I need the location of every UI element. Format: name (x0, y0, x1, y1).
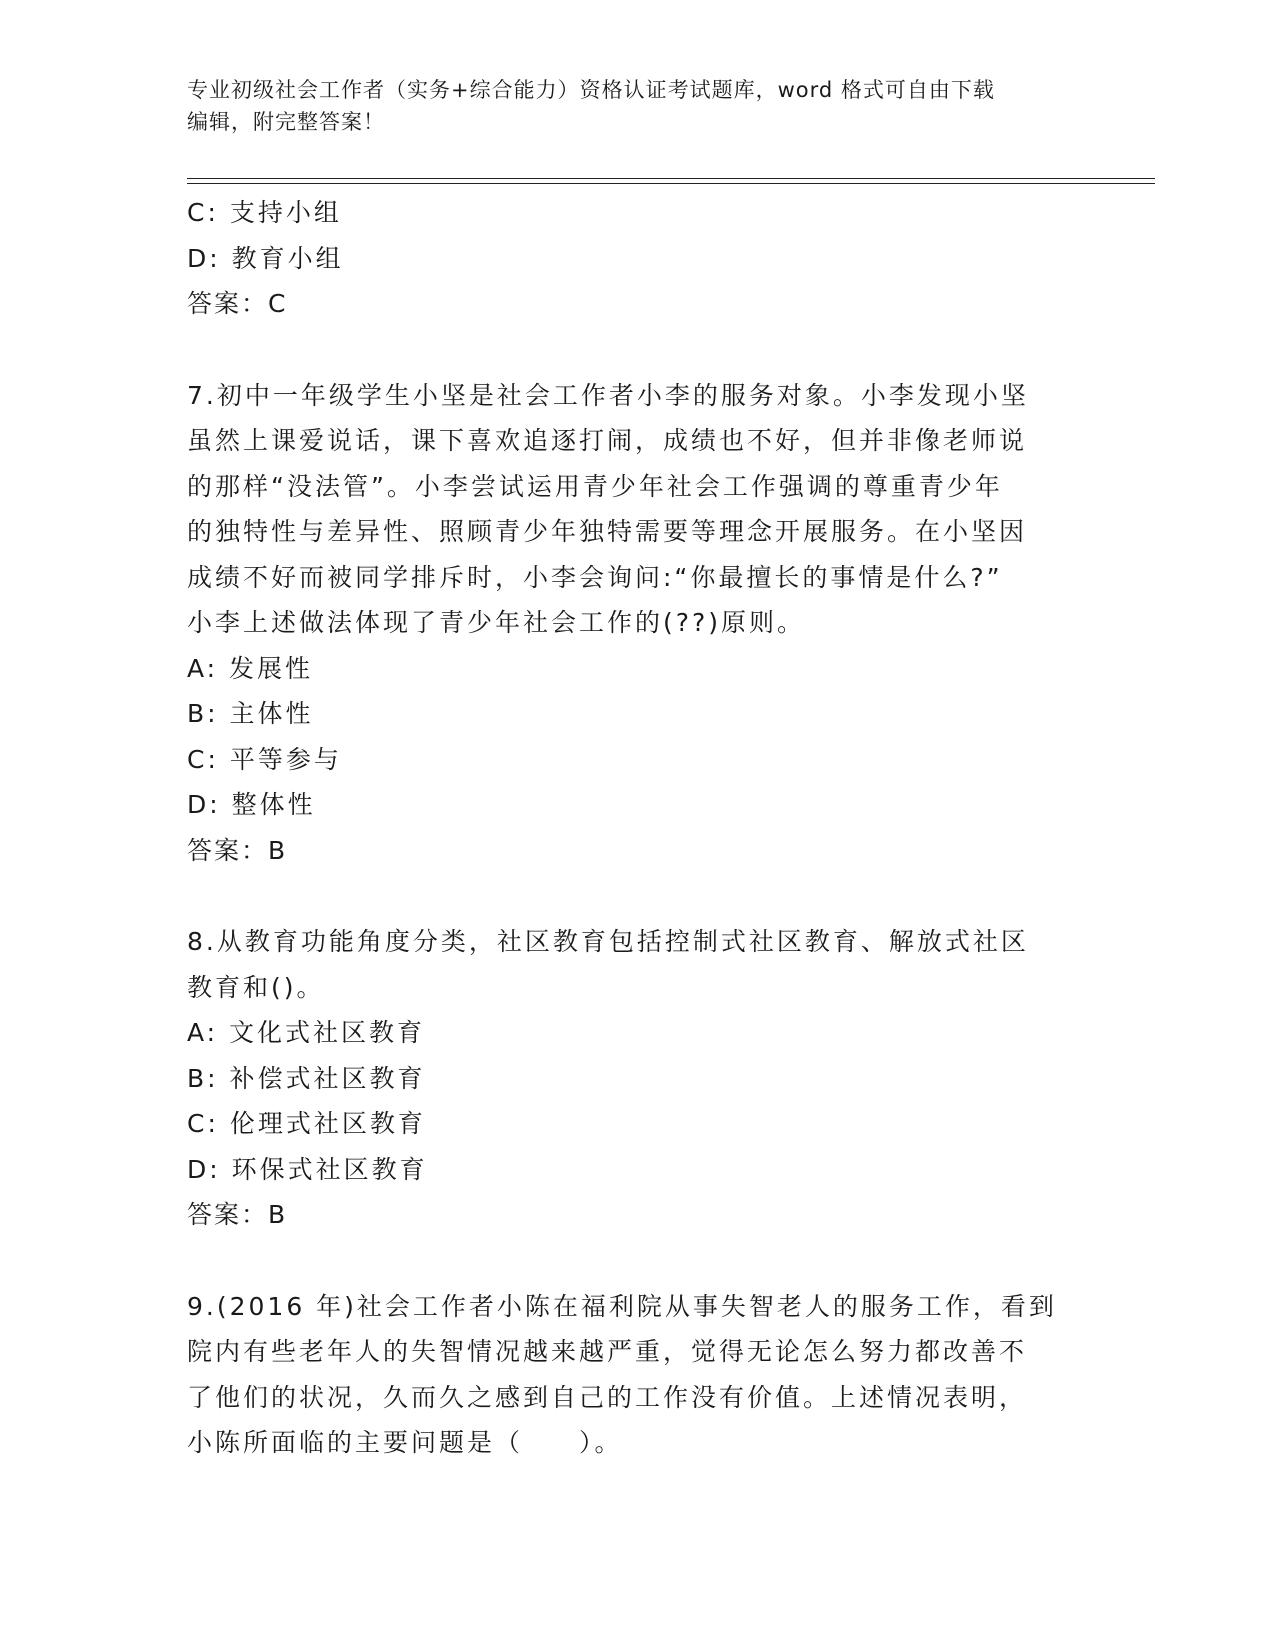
q8-option-c: C: 伦理式社区教育 (187, 1109, 426, 1138)
q6-option-d: D: 教育小组 (187, 243, 344, 273)
q8-option-d: D: 环保式社区教育 (187, 1154, 428, 1184)
question-7 (187, 373, 1067, 874)
q9-text-line: 院内有些老年人的失智情况越来越严重，觉得无论怎么努力都改善不 (187, 1337, 1028, 1366)
question-6-tail (187, 190, 1067, 327)
q7-option-c: C: 平等参与 (187, 744, 342, 774)
q7-text-line: 虽然上课爱说话，课下喜欢追逐打闹，成绩也不好，但并非像老师说 (187, 426, 1028, 455)
document-header (187, 74, 1087, 138)
q7-option-d: D: 整体性 (187, 790, 316, 819)
q6-answer: 答案：C (187, 289, 288, 318)
q8-text-line: 8.从教育功能角度分类，社区教育包括控制式社区教育、解放式社区 (187, 927, 1029, 956)
header-line-2: 编辑，附完整答案！ (187, 110, 385, 134)
q9-text-line: 小陈所面临的主要问题是（ ）。 (187, 1428, 623, 1457)
q7-answer: 答案：B (187, 835, 288, 865)
q8-option-a: A: 文化式社区教育 (187, 1018, 426, 1047)
q6-option-c: C: 支持小组 (187, 198, 342, 227)
q8-option-b: B: 补偿式社区教育 (187, 1063, 426, 1093)
q7-text-line: 的那样“没法管”。小李尝试运用青少年社会工作强调的尊重青少年 (187, 471, 1003, 501)
q9-text-line: 9.(2016 年)社会工作者小陈在福利院从事失智老人的服务工作，看到 (187, 1291, 1057, 1321)
q7-text-line: 小李上述做法体现了青少年社会工作的(??)原则。 (187, 608, 806, 637)
question-8 (187, 919, 1067, 1238)
q7-text-line: 7.初中一年级学生小坚是社会工作者小李的服务对象。小李发现小坚 (187, 380, 1029, 410)
q8-text-line: 教育和()。 (187, 972, 325, 1002)
header-line-1: 专业初级社会工作者（实务+综合能力）资格认证考试题库，word 格式可自由下载 (187, 78, 995, 102)
q7-text-line: 成绩不好而被同学排斥时，小李会询问:“你最擅长的事情是什么?” (187, 562, 1003, 592)
header-divider-bottom (187, 183, 1155, 184)
q9-text-line: 了他们的状况，久而久之感到自己的工作没有价值。上述情况表明， (187, 1382, 1028, 1412)
header-divider-top (187, 178, 1155, 179)
document-body (187, 190, 1067, 1466)
q8-answer: 答案：B (187, 1200, 288, 1229)
q7-text-line: 的独特性与差异性、照顾青少年独特需要等理念开展服务。在小坚因 (187, 517, 1028, 546)
q7-option-b: B: 主体性 (187, 699, 314, 728)
question-9 (187, 1284, 1067, 1466)
q7-option-a: A: 发展性 (187, 653, 314, 683)
